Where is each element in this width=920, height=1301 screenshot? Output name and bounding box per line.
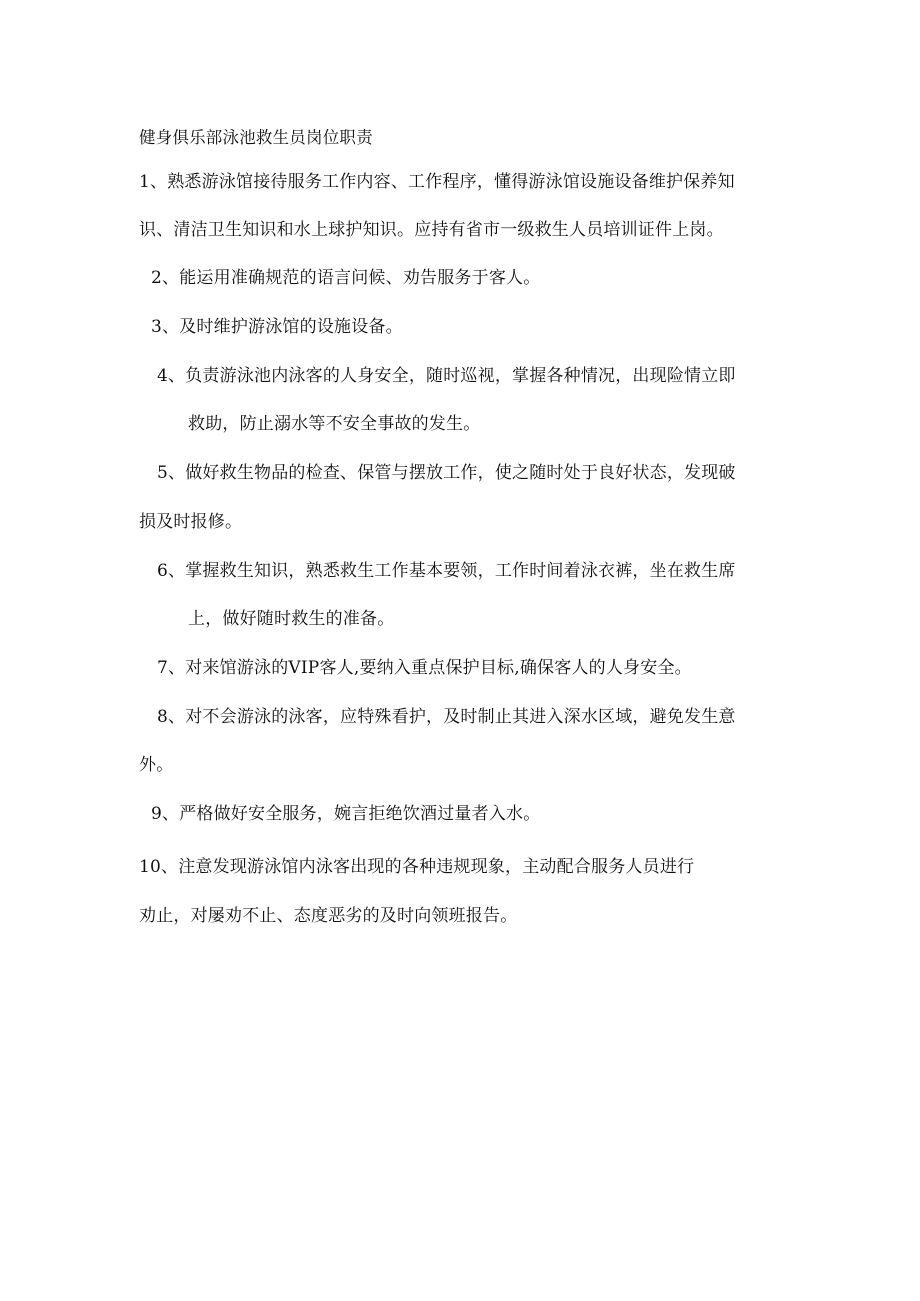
duty-item-7: 7、对来馆游泳的VIP客人,要纳入重点保护目标,确保客人的人身安全。 xyxy=(157,658,692,678)
duty-item-4-line-2: 救助，防止溺水等不安全事故的发生。 xyxy=(188,414,481,434)
duty-item-10-line-2: 劝止，对屡劝不止、态度恶劣的及时向领班报告。 xyxy=(139,906,518,926)
duty-item-5-line-1: 5、做好救生物品的检查、保管与摆放工作，使之随时处于良好状态，发现破 xyxy=(157,463,736,483)
document-title: 健身俱乐部泳池救生员岗位职责 xyxy=(139,128,373,147)
duty-item-10-line-1: 10、注意发现游泳馆内泳客出现的各种违规现象，主动配合服务人员进行 xyxy=(139,857,695,877)
duty-item-1-line-2: 识、清洁卫生知识和水上球护知识。应持有省市一级救生人员培训证件上岗。 xyxy=(139,220,724,240)
duty-item-5-line-2: 损及时报修。 xyxy=(139,512,243,532)
duty-item-1-line-1: 1、熟悉游泳馆接待服务工作内容、工作程序，懂得游泳馆设施设备维护保养知 xyxy=(139,172,735,192)
duty-item-9: 9、严格做好安全服务，婉言拒绝饮酒过量者入水。 xyxy=(151,804,541,824)
duty-item-4-line-1: 4、负责游泳池内泳客的人身安全，随时巡视，掌握各种情况，出现险情立即 xyxy=(157,366,736,386)
duty-item-3: 3、及时维护游泳馆的设施设备。 xyxy=(151,317,403,337)
duty-item-8-line-1: 8、对不会游泳的泳客，应特殊看护，及时制止其进入深水区域，避免发生意 xyxy=(157,707,736,727)
duty-item-6-line-2: 上，做好随时救生的准备。 xyxy=(188,609,395,629)
duty-item-6-line-1: 6、掌握救生知识，熟悉救生工作基本要领，工作时间着泳衣裤，坐在救生席 xyxy=(157,561,736,581)
duty-item-2: 2、能运用准确规范的语言问候、劝告服务于客人。 xyxy=(151,268,541,288)
duty-item-8-line-2: 外。 xyxy=(139,755,174,775)
